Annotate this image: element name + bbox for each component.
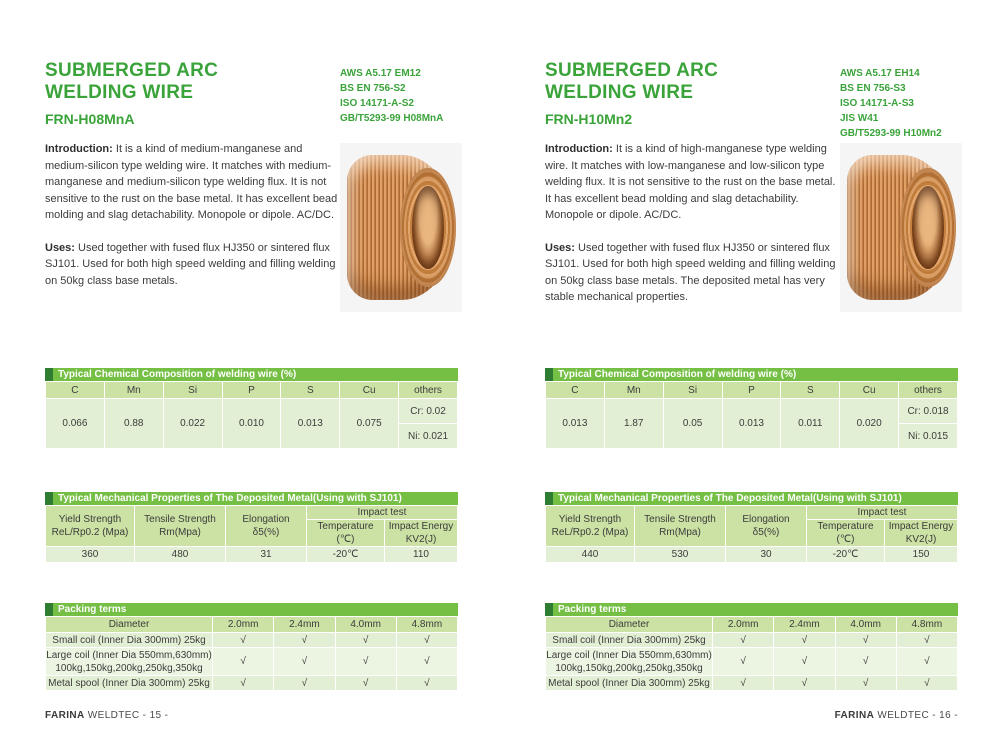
table-title: Typical Mechanical Properties of The Deposited Metal(Using with SJ101): [558, 493, 902, 504]
uses-label: Uses:: [545, 241, 575, 254]
chem-value-cell: 0.010: [223, 399, 281, 448]
introduction-body: It is a kind of medium-manganese and medium-silicon type welding wire. It matches with medium-manganese and medium-silicon type welding flux. It is not sensitive to the rust on the base metal. It has excellent bead molding and slag detachability. Monopole or dipole. AC/DC.: [45, 143, 338, 221]
pack-row-small-coil: [46, 633, 457, 647]
check-cell: √: [274, 633, 334, 647]
check-cell: √: [713, 676, 773, 690]
check-cell: √: [213, 633, 273, 647]
chem-col-header: Cu: [340, 382, 398, 398]
standard-item: ISO 14171-A-S3: [840, 98, 914, 109]
mech-value-cell: 150: [885, 547, 957, 562]
chem-value-cell: 0.013: [723, 399, 781, 448]
diameter-header: Diameter: [46, 617, 212, 632]
chem-others-cell: Ni: 0.015: [899, 424, 957, 448]
chem-value-cell: 0.011: [781, 399, 839, 448]
chemical-composition-table: [45, 368, 458, 449]
chem-header-row: [46, 382, 457, 398]
check-cell: √: [213, 648, 273, 675]
standard-item: GB/T5293-99 H08MnA: [340, 113, 444, 124]
check-cell: √: [897, 633, 957, 647]
table-title-bar: [45, 368, 458, 381]
check-cell: √: [336, 676, 396, 690]
mech-table: [545, 505, 958, 563]
mech-col-header: [726, 506, 806, 546]
pack-row-label: Metal spool (Inner Dia 300mm) 25kg: [46, 676, 212, 690]
check-cell: √: [897, 676, 957, 690]
header-line: Yield Strength: [58, 514, 122, 525]
title-bar-accent: [545, 492, 553, 505]
mech-table: [45, 505, 458, 563]
chem-col-header: C: [46, 382, 104, 398]
chem-table: [545, 381, 958, 449]
chem-value-cell: 0.013: [546, 399, 604, 448]
size-header: 4.0mm: [336, 617, 396, 632]
pack-row-label: [546, 648, 712, 675]
header-line: Rm(Mpa): [659, 527, 701, 538]
chemical-composition-table: [545, 368, 958, 449]
title-bar-accent: [45, 603, 53, 616]
size-header: 2.4mm: [774, 617, 834, 632]
table-title-bar: [45, 492, 458, 505]
size-header: 4.8mm: [397, 617, 457, 632]
header-line: Impact Energy: [388, 521, 454, 532]
page-title-line2: WELDING WIRE: [545, 82, 694, 103]
header-line: Impact Energy: [888, 521, 954, 532]
header-line: δ5(%): [252, 527, 280, 538]
header-line: Elongation: [742, 514, 790, 525]
coil-end-face: [900, 168, 956, 287]
pack-row-metal-spool: [546, 676, 957, 690]
mech-value-cell: 480: [135, 547, 225, 562]
chem-col-header: Mn: [605, 382, 663, 398]
check-cell: √: [774, 648, 834, 675]
header-line: Yield Strength: [558, 514, 622, 525]
coil-end-face: [400, 168, 456, 287]
mech-value-cell: 440: [546, 547, 634, 562]
mech-col-header: [546, 506, 634, 546]
header-line: KV2(J): [405, 534, 437, 545]
chem-col-header: Mn: [105, 382, 163, 398]
mechanical-properties-table: [45, 492, 458, 563]
uses-paragraph: [45, 240, 338, 290]
introduction-body: It is a kind of high-manganese type welding wire. It matches with low-manganese and low-silicon type welding flux. It is not sensitive to the rust on the base metal. It has excellent bead molding and slag detachability. Monopole or dipole. AC/DC.: [545, 143, 836, 221]
temperature-header: [807, 520, 884, 546]
standard-item: AWS A5.17 EH14: [840, 68, 920, 79]
check-cell: √: [774, 633, 834, 647]
brand-name: FARINA: [834, 710, 875, 721]
size-header: 2.0mm: [713, 617, 773, 632]
mech-value-cell: 530: [635, 547, 725, 562]
diameter-header: Diameter: [546, 617, 712, 632]
chem-value-cell: 1.87: [605, 399, 663, 448]
chem-col-header: S: [781, 382, 839, 398]
packing-terms-table: [545, 603, 958, 691]
uses-body: Used together with fused flux HJ350 or sintered flux SJ101. Used for both high speed welding and filling welding on 50kg class base metals.: [45, 241, 336, 287]
mech-header-row: [546, 506, 957, 519]
wire-coil-image: [847, 155, 954, 300]
chem-col-header: C: [546, 382, 604, 398]
mech-col-header: [46, 506, 134, 546]
description-text: [45, 141, 338, 305]
footer-text: WELDTEC - 15 -: [84, 710, 169, 721]
product-photo: [340, 143, 462, 312]
check-cell: √: [397, 676, 457, 690]
chem-value-cell: 0.022: [164, 399, 222, 448]
page-16: [500, 0, 1000, 755]
packing-terms-table: [45, 603, 458, 691]
check-cell: √: [274, 676, 334, 690]
pack-label-line: Large coil (Inner Dia 550mm,630mm): [546, 649, 712, 661]
header-line: ReL/Rp0.2 (Mpa): [51, 527, 129, 538]
impact-test-header: Impact test: [807, 506, 957, 519]
header-line: (℃): [336, 534, 355, 545]
brand-name: FARINA: [45, 710, 85, 721]
header-line: δ5(%): [752, 527, 780, 538]
header-line: (℃): [836, 534, 855, 545]
table-title: Typical Chemical Composition of welding wire (%): [58, 369, 297, 380]
pack-header-row: [546, 617, 957, 632]
standard-item: JIS W41: [840, 113, 879, 124]
pack-row-small-coil: [546, 633, 957, 647]
header-line: KV2(J): [905, 534, 937, 545]
standard-item: ISO 14171-A-S2: [340, 98, 414, 109]
check-cell: √: [713, 633, 773, 647]
impact-energy-header: [385, 520, 457, 546]
chem-table: [45, 381, 458, 449]
header-line: ReL/Rp0.2 (Mpa): [551, 527, 629, 538]
mech-value-row: [546, 547, 957, 562]
mech-value-cell: 31: [226, 547, 306, 562]
mech-value-row: [46, 547, 457, 562]
check-cell: √: [713, 648, 773, 675]
chem-col-header: others: [899, 382, 957, 398]
table-title: Packing terms: [58, 604, 127, 615]
check-cell: √: [274, 648, 334, 675]
pack-row-large-coil: [546, 648, 957, 675]
pack-row-label: Small coil (Inner Dia 300mm) 25kg: [546, 633, 712, 647]
table-title: Typical Mechanical Properties of The Deposited Metal(Using with SJ101): [58, 493, 402, 504]
chem-value-cell: 0.020: [840, 399, 898, 448]
footer-text: WELDTEC - 16 -: [874, 710, 958, 721]
chem-value-cell: 0.075: [340, 399, 398, 448]
temperature-header: [307, 520, 384, 546]
header-line: Temperature: [317, 521, 374, 532]
check-cell: √: [213, 676, 273, 690]
title-bar-accent: [545, 603, 553, 616]
header-line: Tensile Strength: [644, 514, 716, 525]
product-model: FRN-H08MnA: [45, 111, 135, 127]
mech-col-header: [226, 506, 306, 546]
check-cell: √: [897, 648, 957, 675]
size-header: 2.0mm: [213, 617, 273, 632]
chem-value-cell: 0.88: [105, 399, 163, 448]
chem-others-cell: Ni: 0.021: [399, 424, 457, 448]
check-cell: √: [397, 648, 457, 675]
table-title-bar: [45, 603, 458, 616]
header-line: Elongation: [242, 514, 290, 525]
page-title-line1: SUBMERGED ARC: [545, 60, 719, 81]
standard-item: GB/T5293-99 H10Mn2: [840, 128, 942, 139]
check-cell: √: [774, 676, 834, 690]
chem-value-row: [546, 399, 957, 423]
chem-header-row: [546, 382, 957, 398]
mech-header-row: [46, 506, 457, 519]
chem-col-header: Si: [164, 382, 222, 398]
description-text: [545, 141, 838, 322]
page-footer: [45, 710, 458, 721]
coil-hole: [912, 186, 944, 269]
table-title: Typical Chemical Composition of welding wire (%): [558, 369, 797, 380]
uses-label: Uses:: [45, 241, 75, 254]
standards-list: [840, 66, 942, 141]
chem-col-header: S: [281, 382, 339, 398]
introduction-paragraph: [545, 141, 838, 224]
standards-list: [340, 66, 443, 126]
pack-label-line: 100kg,150kg,200kg,250kg,350kg: [55, 662, 203, 674]
page-title-line2: WELDING WIRE: [45, 82, 194, 103]
mech-col-header: [135, 506, 225, 546]
pack-row-metal-spool: [46, 676, 457, 690]
table-title-bar: [545, 492, 958, 505]
page-footer: [545, 710, 958, 721]
check-cell: √: [397, 633, 457, 647]
table-title: Packing terms: [558, 604, 627, 615]
introduction-label: Introduction:: [45, 143, 113, 155]
table-title-bar: [545, 368, 958, 381]
check-cell: √: [336, 633, 396, 647]
coil-hole: [412, 186, 444, 269]
size-header: 2.4mm: [274, 617, 334, 632]
check-cell: √: [336, 648, 396, 675]
chem-others-cell: Cr: 0.018: [899, 399, 957, 423]
check-cell: √: [836, 648, 896, 675]
size-header: 4.0mm: [836, 617, 896, 632]
product-photo: [840, 143, 962, 312]
mech-value-cell: -20℃: [807, 547, 884, 562]
chem-value-row: [46, 399, 457, 423]
chem-value-cell: 0.013: [281, 399, 339, 448]
pack-table: [545, 616, 958, 691]
size-header: 4.8mm: [897, 617, 957, 632]
pack-label-line: 100kg,150kg,200kg,250kg,350kg: [555, 662, 703, 674]
standard-item: BS EN 756-S3: [840, 83, 906, 94]
pack-row-label: Metal spool (Inner Dia 300mm) 25kg: [546, 676, 712, 690]
chem-col-header: others: [399, 382, 457, 398]
chem-col-header: Cu: [840, 382, 898, 398]
page-title-line1: SUBMERGED ARC: [45, 60, 219, 81]
mechanical-properties-table: [545, 492, 958, 563]
pack-row-large-coil: [46, 648, 457, 675]
chem-value-cell: 0.05: [664, 399, 722, 448]
pack-row-label: [46, 648, 212, 675]
header-line: Rm(Mpa): [159, 527, 201, 538]
page-title: [545, 60, 835, 104]
pack-label-line: Large coil (Inner Dia 550mm,630mm): [46, 649, 212, 661]
chem-col-header: P: [223, 382, 281, 398]
title-bar-accent: [545, 368, 553, 381]
title-bar-accent: [45, 492, 53, 505]
mech-value-cell: 110: [385, 547, 457, 562]
mech-col-header: [635, 506, 725, 546]
pack-header-row: [46, 617, 457, 632]
mech-value-cell: 30: [726, 547, 806, 562]
mech-value-cell: -20℃: [307, 547, 384, 562]
page-title: [45, 60, 335, 104]
header-line: Temperature: [817, 521, 874, 532]
chem-others-cell: Cr: 0.02: [399, 399, 457, 423]
impact-energy-header: [885, 520, 957, 546]
title-block: [45, 60, 335, 127]
introduction-label: Introduction:: [545, 143, 613, 155]
chem-value-cell: 0.066: [46, 399, 104, 448]
title-bar-accent: [45, 368, 53, 381]
chem-col-header: Si: [664, 382, 722, 398]
check-cell: √: [836, 676, 896, 690]
uses-body: Used together with fused flux HJ350 or sintered flux SJ101. Used for both high speed welding and filling welding on 50kg class base metals. The deposited metal has very stable mechanical properties.: [545, 241, 836, 303]
product-model: FRN-H10Mn2: [545, 111, 633, 127]
title-block: [545, 60, 835, 127]
pack-row-label: Small coil (Inner Dia 300mm) 25kg: [46, 633, 212, 647]
pack-table: [45, 616, 458, 691]
header-line: Tensile Strength: [144, 514, 216, 525]
standard-item: AWS A5.17 EM12: [340, 68, 421, 79]
chem-col-header: P: [723, 382, 781, 398]
table-title-bar: [545, 603, 958, 616]
standard-item: BS EN 756-S2: [340, 83, 406, 94]
introduction-paragraph: [45, 141, 338, 224]
check-cell: √: [836, 633, 896, 647]
wire-coil-image: [347, 155, 454, 300]
uses-paragraph: [545, 240, 838, 306]
mech-value-cell: 360: [46, 547, 134, 562]
impact-test-header: Impact test: [307, 506, 457, 519]
